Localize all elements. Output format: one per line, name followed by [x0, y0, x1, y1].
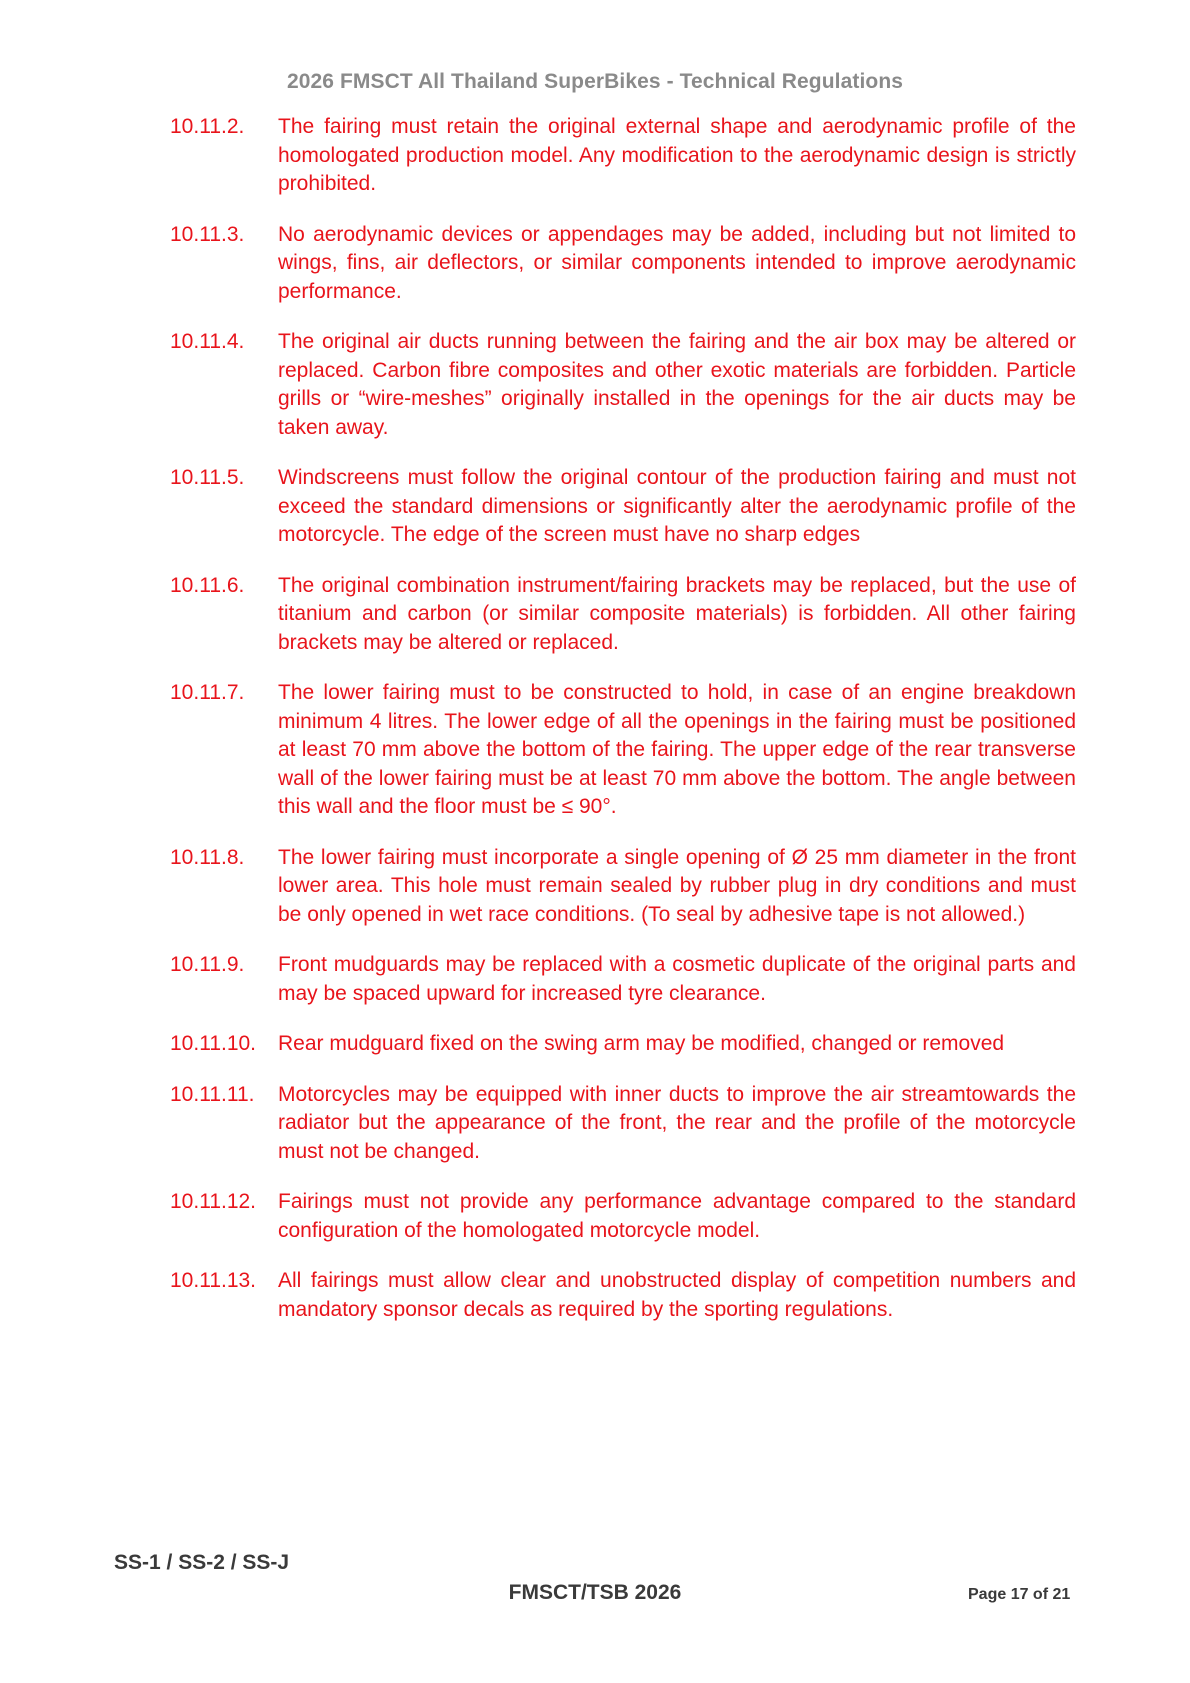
clause-text: Motorcycles may be equipped with inner ducts to improve the air streamtowards the radiator but the appearance of the front, the rear and the profile of the motorcycle must not be changed. — [278, 1082, 1076, 1163]
clause-number: 10.11.12. — [170, 1190, 257, 1213]
clause-item — [170, 1267, 1076, 1324]
clause-text: No aerodynamic devices or appendages may be added, including but not limited to wings, fins, air deflectors, or similar components intended to improve aerodynamic performance. — [278, 222, 1076, 303]
clause-list — [170, 113, 1076, 1346]
clause-item — [170, 1030, 1076, 1059]
clause-number: 10.11.3. — [170, 222, 245, 246]
clause-item — [170, 113, 1076, 199]
clause-item — [170, 328, 1076, 442]
footer-document-id: FMSCT/TSB 2026 — [508, 1581, 682, 1604]
clause-item — [170, 572, 1076, 658]
clause-item — [170, 951, 1076, 1008]
clause-item — [170, 221, 1076, 307]
clause-item — [170, 464, 1076, 550]
clause-text: Front mudguards may be replaced with a cosmetic duplicate of the original parts and may be spaced upward for increased tyre clearance. — [278, 953, 1076, 1005]
clause-text: Fairings must not provide any performance advantage compared to the standard configuration of the homologated motorcycle model. — [278, 1190, 1076, 1242]
footer-page-number: Page 17 of 21 — [968, 1586, 1071, 1603]
clause-item — [170, 1081, 1076, 1167]
clause-text: All fairings must allow clear and unobstructed display of competition numbers and mandatory sponsor decals as required by the sporting regulations. — [278, 1269, 1076, 1321]
clause-number: 10.11.10. — [170, 1032, 257, 1055]
clause-text: The original combination instrument/fairing brackets may be replaced, but the use of titanium and carbon (or similar composite materials) is forbidden. All other fairing brackets may be altered or replaced. — [278, 573, 1076, 654]
clause-text: The lower fairing must incorporate a single opening of Ø 25 mm diameter in the front lower area. This hole must remain sealed by rubber plug in dry conditions and must be only opened in wet race conditions. (To seal by adhesive tape is not allowed.) — [278, 845, 1076, 926]
clause-text: The lower fairing must to be constructed to hold, in case of an engine breakdown minimum 4 litres. The lower edge of all the openings in the fairing must be positioned at least 70 mm above the bottom of the fairing. The upper edge of the rear transverse wall of the lower fairing must be at least 70 mm above the bottom. The angle between this wall and the floor must be ≤ 90°. — [278, 681, 1076, 818]
clause-number: 10.11.8. — [170, 845, 245, 869]
clause-number: 10.11.13. — [170, 1269, 257, 1292]
clause-text: Rear mudguard fixed on the swing arm may be modified, changed or removed — [278, 1032, 1005, 1055]
clause-number: 10.11.5. — [170, 466, 245, 489]
page-header-title: 2026 FMSCT All Thailand SuperBikes - Technical Regulations — [286, 70, 904, 93]
clause-number: 10.11.6. — [170, 573, 245, 597]
clause-number: 10.11.4. — [170, 330, 245, 353]
clause-number: 10.11.7. — [170, 681, 245, 704]
clause-text: The fairing must retain the original external shape and aerodynamic profile of the homologated production model. Any modification to the aerodynamic design is strictly prohibited. — [278, 115, 1076, 195]
clause-number: 10.11.2. — [170, 115, 245, 138]
clause-number: 10.11.9. — [170, 953, 245, 976]
clause-item — [170, 1188, 1076, 1245]
clause-text: Windscreens must follow the original contour of the production fairing and must not exceed the standard dimensions or significantly alter the aerodynamic profile of the motorcycle. The edge of the screen must have no sharp edges — [278, 466, 1076, 546]
clause-number: 10.11.11. — [170, 1082, 255, 1106]
clause-text: The original air ducts running between the fairing and the air box may be altered or replaced. Carbon fibre composites and other exotic materials are forbidden. Particle grills or “wire-meshes” originally installed in the openings for the air ducts may be taken away. — [278, 330, 1076, 439]
clause-item — [170, 844, 1076, 930]
clause-item — [170, 679, 1076, 822]
footer-classes: SS-1 / SS-2 / SS-J — [114, 1551, 290, 1574]
